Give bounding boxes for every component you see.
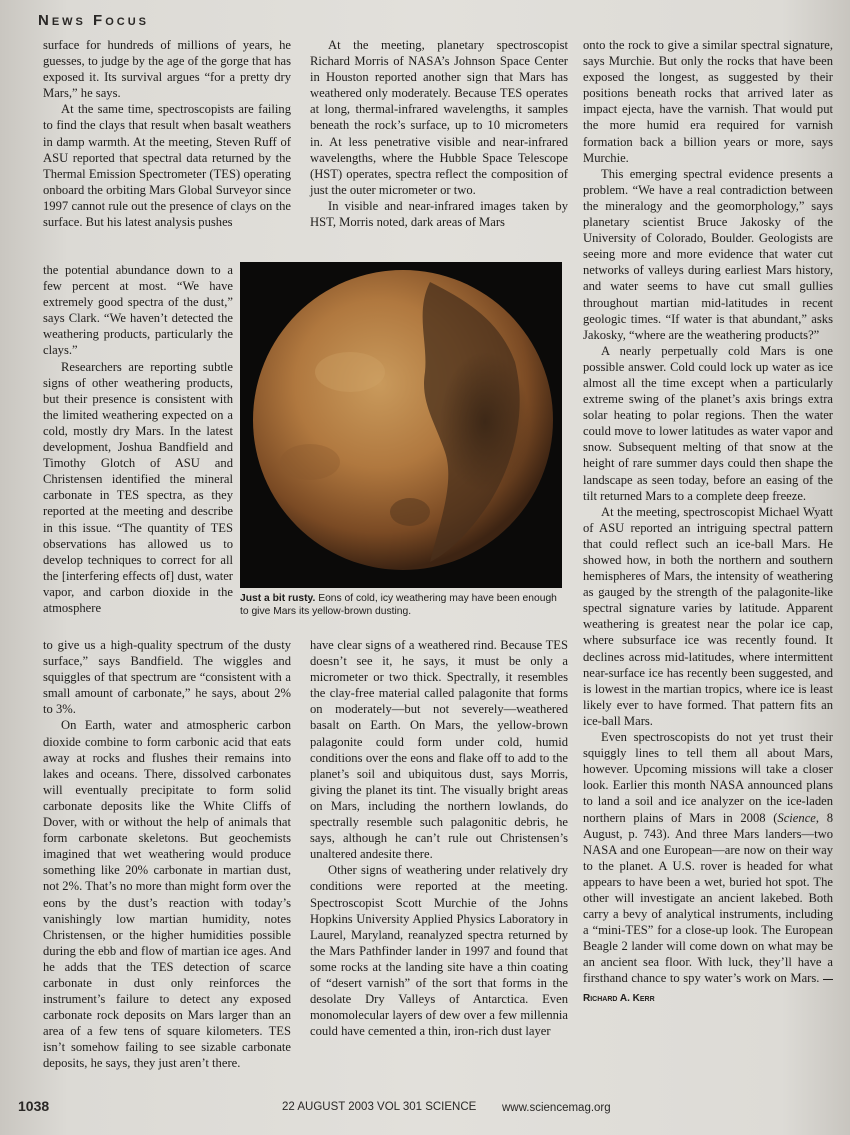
paragraph (583, 729, 833, 1007)
paragraph: Other signs of weathering under relatively dry conditions were reported at the meeting. Spectroscopist Scott Murchie of the Johns Hopkins University Applied Physics Laboratory in Laurel, Maryland, reanalyzed spectra returned by the Mars Pathfinder lander in 1997 and found that some rocks at the landing site have a thin coating of “desert varnish” of the sort that forms in the desolate Dry Valleys of Antarctica. Even monomolecular layers of dew over a few millennia could have cemented a thin, iron-rich dust layer (310, 863, 568, 1039)
paragraph: A nearly perpetually cold Mars is one possible answer. Cold could lock up water as ice almost all the time except when a particularly extreme swing of the planet’s axis brings extra solar heating to polar regions. Then the water could move to lower latitudes as water vapor and snow. Subsequent melting of that snow at the height of rare summer days could then shape the landscape as seen today, before an easing of the tilt returned Mars to a complete deep freeze. (583, 343, 833, 503)
mars-globe-image (240, 262, 562, 588)
mars-photo (240, 262, 562, 588)
section-header: News Focus (38, 12, 149, 29)
paragraph: the potential abundance down to a few percent at most. “We have extremely good spectra of the dust,” says Clark. “We haven’t detected the weathering products, particularly the clays.” (43, 263, 233, 358)
paragraph: In visible and near-infrared images taken by HST, Morris noted, dark areas of Mars (310, 198, 568, 230)
paragraph: to give us a high-quality spectrum of the dusty surface,” says Bandfield. The wiggles and squiggles of that spectrum are “consistent with a small amount of carbonate,” he says, about 2% to 3%. (43, 638, 291, 717)
paragraph: have clear signs of a weathered rind. Because TES doesn’t see it, he says, it must be only a micrometer or two thick. Spectrally, it resembles the clay-free material called palagonite that forms on moderately—but not severely—weathered basalt on Earth. On Mars, the yellow-brown palagonite could form under cold, humid conditions over the eons and flake off to add to the planet’s soil and ubiquitous dust, says Morris, giving the planet its tint. The visually bright areas on Mars, including the northern lowlands, do spectrally resemble such palagonitic debris, he says, although he can’t rule out Christensen’s unaltered andesite there. (310, 638, 568, 862)
column-1-wrap (43, 262, 233, 616)
author-byline: —Richard A. Kerr (583, 974, 834, 1004)
column-2-top (310, 37, 568, 230)
paragraph: Researchers are reporting subtle signs of other weathering products, but their presence is consistent with the limited weathering expected on a cold, mostly dry Mars. In the latest development, Joshua Bandfield and Timothy Glotch of ASU and Christensen identified the mineral carbonate in TES spectra, as they reported at the meeting and describe in this issue. “The quantity of TES observations has allowed us to develop techniques to correct for all the [interfering effects of] dust, water vapor, and carbon dioxide in the atmosphere (43, 359, 233, 615)
paragraph: surface for hundreds of millions of years, he guesses, to judge by the age of the gorge that has exposed it. Its survival argues “for a pretty dry Mars,” he says. (43, 38, 291, 101)
paragraph-text: , 8 August, p. 743). And three Mars landers—two NASA and one European—are now on their way to the planet. A U.S. rover is headed for what appears to have been a wet, buried hot spot. The other will investigate an ancient lakebed. Both carry a bevy of analytical instruments, including a “mini-TES” for a close-up look. The European Beagle 2 lander will come down on what may be an ancient sea floor. With luck, they’ll have a firsthand chance to spy water’s work on Mars. (583, 810, 834, 986)
issue-info: 22 AUGUST 2003 VOL 301 SCIENCE (282, 1101, 477, 1113)
paragraph: This emerging spectral evidence presents a problem. “We have a real contradiction between the mineralogy and the geomorphology,” says planetary scientist Bruce Jakosky of the University of Colorado, Boulder. Geologists are seeing more and more evidence that water cut networks of valleys during earliest Mars history, and water seems to have cut small gullies throughout martian mid-latitudes in recent geologic times. “If water is that abundant,” asks Jakosky, “where are the weathering products?” (583, 166, 833, 342)
paragraph: At the meeting, spectroscopist Michael Wyatt of ASU reported an intriguing spectral pattern that could reflect such an ice-ball Mars. He showed how, in both the northern and southern hemispheres of Mars, the intensity of weathering as gauged by the strength of the palagonite-like spectral signature varies by latitude. Apparent weathering is greatest near the polar ice cap, where subsurface ice was recently found. It declines across mid-latitudes, where intermittent near-surface ice has recently been suggested, and is lowest in the martian tropics, where ice is least likely ever to have formed. That pattern fits an ice-ball Mars. (583, 504, 833, 728)
paragraph: At the meeting, planetary spectroscopist Richard Morris of NASA’s Johnson Space Center in Houston reported another sign that Mars has weathered only moderately. Because TES operates at long, thermal-infrared wavelengths, it samples beneath the rock’s surface, up to 10 micrometers in. At less penetrative visible and near-infrared wavelengths, where the Hubble Space Telescope (HST) operates, spectra reflect the composition of just the outer micrometer or two. (310, 38, 568, 197)
column-3 (583, 37, 833, 1007)
column-1-bottom (43, 637, 291, 1072)
caption-text: Eons of cold, icy weathering may have been enough to give Mars its yellow-brown dusting. (240, 593, 557, 617)
paragraph: On Earth, water and atmospheric carbon dioxide combine to form carbonic acid that eats away at rocks and flushes their remains into lakes and oceans. There, dissolved carbonates will eventually precipitate to form solid carbonate deposits like the White Cliffs of Dover, with or without the help of animals that form carbonate skeletons. But geochemists imagined that wet weathering would produce something like 20% carbonate in martian dust, not 2%. That’s no more than might form over the eons by the dust’s reaction with today’s vanishingly low martian humidity, notes Christensen, or the higher humidities possible during the ebb and flow of martian ice ages. And he adds that the TES detection of scarce carbonate in dust only reinforces the instrument’s failure to detect any exposed carbonate rock deposits on Mars larger than an area of a few tens of square kilometers. TES isn’t somehow failing to see sizable carbonate deposits, he says, they just aren’t there. (43, 718, 291, 1071)
paragraph-text: Even spectroscopists do not yet trust their squiggly lines to tell them all about Mars, however. Upcoming missions will take a closer look. Earlier this month NASA announced plans to land a soil and ice analyzer on the ice-laden northern plains of Mars in 2008 ( (583, 730, 833, 825)
citation-journal: Science (777, 810, 816, 825)
column-1-top (43, 37, 291, 230)
page-number: 1038 (18, 1098, 50, 1114)
website-url: www.sciencemag.org (502, 1102, 611, 1114)
caption-lead: Just a bit rusty. (240, 593, 316, 604)
paragraph: At the same time, spectroscopists are failing to find the clays that result when basalt weathers in damp warmth. At the meeting, Steven Ruff of ASU reported that spectral data returned by the Thermal Emission Spectrometer (TES) operating onboard the orbiting Mars Global Surveyor since 1997 cannot rule out the presence of clays on the surface. But his latest analysis pushes (43, 102, 291, 230)
column-2-bottom (310, 637, 568, 1039)
paragraph: onto the rock to give a similar spectral signature, says Murchie. But only the rocks that have been exposed the longest, as suggested by their positions beneath rocks that arrived later as impact ejecta, have the varnish. That would put the more humid era required for varnish formation back a billion years or more, says Murchie. (583, 38, 833, 165)
figure-caption (240, 592, 565, 618)
